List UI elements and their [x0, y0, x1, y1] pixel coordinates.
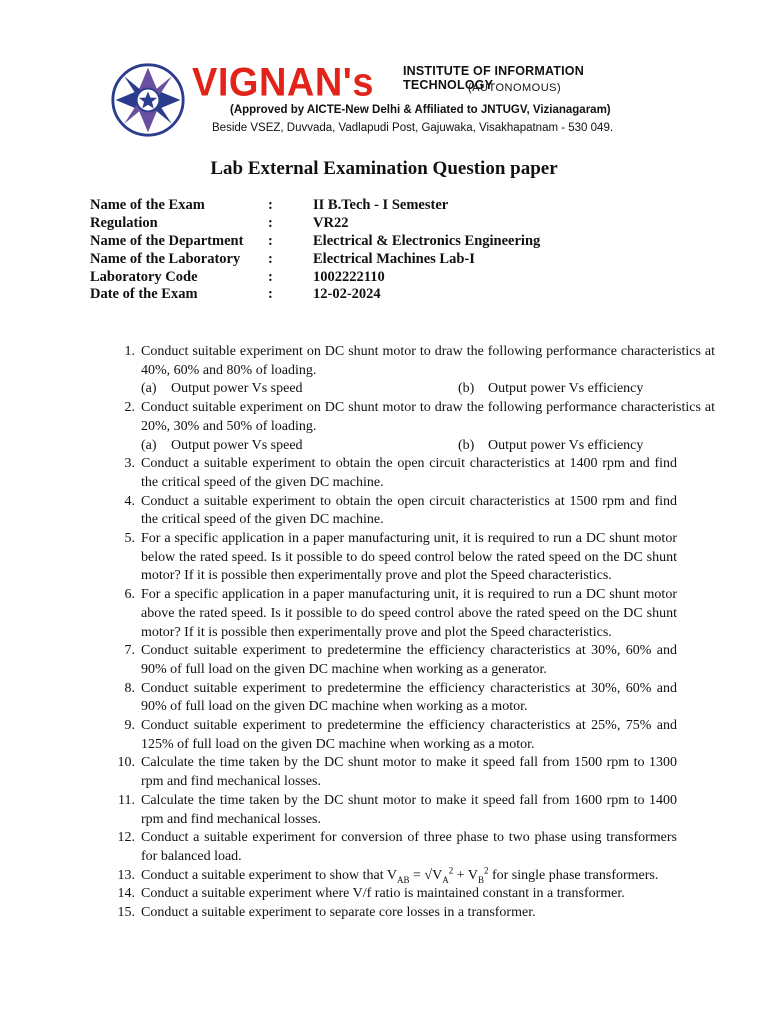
question-item [105, 343, 715, 399]
info-row-lab-code [90, 269, 690, 287]
formula-text: = √V [409, 867, 443, 883]
question-number: 12. [117, 830, 135, 846]
info-label: Laboratory Code [90, 268, 198, 285]
question-number: 11. [118, 792, 135, 808]
question-item [105, 885, 677, 904]
question-number: 4. [124, 493, 135, 509]
question-text: For a specific application in a paper manufacturing unit, it is required to run a DC shunt motor below the rated speed. Is it possible to do speed control below the rated speed on the DC shunt motor? If it is possible then experimentally prove and plot the Speed characteristics. [141, 531, 677, 584]
question-number: 3. [124, 456, 135, 472]
question-text: Conduct suitable experiment to predetermine the efficiency characteristics at 30%, 60% and 90% of full load on the given DC machine when working as a motor. [141, 680, 677, 715]
question-number: 15. [117, 905, 135, 921]
brand-name: VIGNAN's [192, 60, 374, 106]
info-row-date [90, 286, 690, 304]
question-item [105, 904, 677, 923]
info-separator: : [268, 197, 273, 213]
info-value: Electrical Machines Lab-I [313, 250, 475, 267]
question-item [105, 754, 677, 791]
info-row-laboratory [90, 251, 690, 269]
option-text: Output power Vs speed [171, 381, 303, 397]
question-text: Conduct a suitable experiment to obtain the open circuit characteristics at 1500 rpm and find the critical speed of the given DC machine. [141, 493, 677, 528]
question-text: Conduct suitable experiment on DC shunt motor to draw the following performance characteristics at 20%, 30% and 50% of loading. [141, 400, 715, 434]
info-value: 1002222110 [313, 268, 385, 285]
question-number: 7. [124, 643, 135, 659]
question-number: 2. [124, 400, 135, 416]
vignan-emblem-icon [110, 62, 186, 138]
info-row-regulation [90, 215, 690, 233]
info-separator: : [268, 250, 273, 267]
question-item [105, 792, 677, 829]
option-text: Output power Vs speed [171, 437, 303, 453]
question-text: Calculate the time taken by the DC shunt motor to make it speed fall from 1600 rpm to 1400 rpm and find mechanical losses. [141, 792, 677, 827]
option-a [141, 437, 428, 456]
option-label: (b) [458, 437, 475, 453]
question-text: Conduct suitable experiment to predetermine the efficiency characteristics at 30%, 60% and 90% of full load on the given DC machine when working as a generator. [141, 643, 677, 677]
question-text: Calculate the time taken by the DC shunt motor to make it speed fall from 1500 rpm to 1300 rpm and find mechanical losses. [141, 755, 677, 790]
question-number: 8. [124, 680, 135, 696]
question-item [105, 717, 677, 754]
address-line: Beside VSEZ, Duvvada, Vadlapudi Post, Gajuwaka, Visakhapatnam - 530 049. [212, 122, 614, 134]
question-text: Conduct a suitable experiment to separate core losses in a transformer. [141, 905, 536, 921]
info-label: Name of the Department [90, 232, 244, 249]
question-item [105, 642, 677, 679]
question-options [135, 437, 715, 456]
question-list [105, 343, 715, 923]
question-number: 6. [124, 587, 135, 603]
info-value: 12-02-2024 [313, 286, 381, 303]
option-label: (b) [458, 381, 475, 397]
formula-subscript: A [442, 874, 449, 885]
formula-superscript: 2 [448, 865, 454, 876]
info-separator: : [268, 286, 273, 303]
info-value: II B.Tech - I Semester [313, 197, 449, 213]
option-b [428, 437, 715, 456]
info-separator: : [268, 232, 273, 249]
option-text: Output power Vs efficiency [488, 381, 644, 397]
question-text: Conduct a suitable experiment where V/f ratio is maintained constant in a transformer. [141, 886, 625, 902]
formula-text: for single phase transformers. [488, 867, 659, 883]
institution-header [110, 60, 650, 150]
question-number: 10. [117, 755, 135, 771]
info-label: Name of the Exam [90, 197, 205, 213]
question-text: Conduct a suitable experiment to obtain the open circuit characteristics at 1400 rpm and find the critical speed of the given DC machine. [141, 456, 677, 490]
institute-name: INSTITUTE OF INFORMATION TECHNOLOGY [403, 64, 584, 92]
formula-text: Conduct a suitable experiment to show that V [141, 867, 397, 883]
question-item [105, 455, 677, 492]
info-label: Date of the Exam [90, 286, 198, 303]
question-item [105, 680, 677, 717]
page-title: Lab External Examination Question paper [210, 158, 558, 179]
option-text: Output power Vs efficiency [488, 437, 644, 453]
option-b [428, 380, 715, 399]
info-separator: : [268, 268, 273, 285]
question-text: Conduct a suitable experiment for conversion of three phase to two phase using transformers for balanced load. [141, 830, 677, 864]
question-number: 1. [124, 344, 135, 359]
question-text [135, 867, 677, 886]
question-text: For a specific application in a paper manufacturing unit, it is required to run a DC shunt motor above the rated speed. Is it possible to do speed control above the rated speed on the DC shunt motor? If it is possible then experimentally prove and plot the Speed characteristics. [141, 587, 677, 640]
info-separator: : [268, 214, 273, 231]
question-text: Conduct suitable experiment on DC shunt motor to draw the following performance characteristics at 40%, 60% and 80% of loading. [141, 344, 715, 378]
question-item [105, 399, 715, 455]
question-number: 5. [124, 531, 135, 547]
question-item [105, 829, 677, 866]
option-a [141, 380, 428, 399]
question-number: 14. [117, 886, 135, 902]
question-item [105, 586, 677, 642]
exam-info-table [90, 197, 690, 304]
question-number: 9. [124, 718, 135, 734]
question-options [135, 380, 715, 399]
question-item [105, 530, 677, 586]
question-item [105, 493, 677, 530]
formula-text: + V [453, 867, 478, 883]
option-label: (a) [141, 437, 157, 453]
autonomous-label: (AUTONOMOUS) [468, 82, 562, 94]
info-value: Electrical & Electronics Engineering [313, 232, 541, 249]
formula-superscript: 2 [483, 865, 489, 876]
info-label: Regulation [90, 214, 158, 231]
approval-line: (Approved by AICTE-New Delhi & Affiliated to JNTUGV, Vizianagaram) [230, 104, 611, 116]
info-row-department [90, 233, 690, 251]
formula-subscript: B [477, 874, 484, 885]
question-number: 13. [117, 867, 135, 883]
formula-subscript: AB [396, 874, 410, 885]
option-label: (a) [141, 381, 157, 397]
info-row-exam [90, 197, 690, 215]
info-label: Name of the Laboratory [90, 250, 241, 267]
question-item [105, 867, 677, 886]
info-value: VR22 [313, 214, 349, 231]
question-text: Conduct suitable experiment to predetermine the efficiency characteristics at 25%, 75% and 125% of full load on the given DC machine when working as a motor. [141, 718, 677, 752]
